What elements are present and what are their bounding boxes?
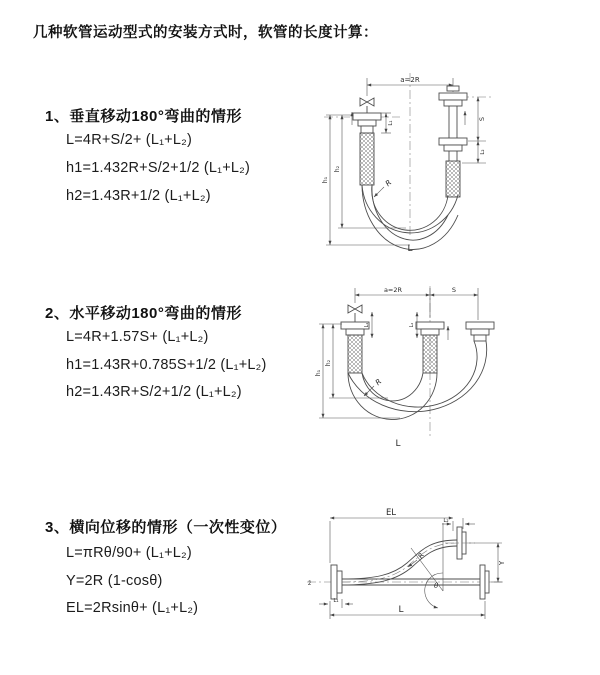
dim-fit1-label: L₁ — [333, 598, 339, 604]
formula-2-length: L=4R+1.57S+ (L₁+L₂) — [66, 329, 209, 345]
dim-h2-label: h₂ — [325, 359, 332, 367]
dim-fit1-label: L₁ — [388, 120, 394, 126]
radius-label: R — [373, 376, 384, 388]
dim-el-label: EL — [385, 508, 397, 518]
angle-label: θ — [434, 582, 439, 590]
formula-3-y: Y=2R (1-cosθ) — [66, 573, 163, 589]
braided-hose-section-left — [360, 133, 374, 185]
formula-1-h2: h2=1.43R+1/2 (L₁+L₂) — [66, 188, 211, 204]
dim-fit2-label: L₂ — [480, 149, 486, 155]
braided-hose-section-left — [348, 335, 362, 373]
formula-2-h1: h1=1.43R+0.785S+1/2 (L₁+L₂) — [66, 357, 267, 373]
datum-mark: z̄ — [308, 580, 312, 587]
radius-label: R — [383, 177, 394, 189]
length-label: L — [407, 244, 413, 254]
formula-2-h2: h2=1.43R+S/2+1/2 (L₁+L₂) — [66, 384, 242, 400]
diagram-vertical-180-bend — [300, 65, 500, 257]
length-label: L — [395, 439, 401, 449]
dim-h1-label: h₁ — [315, 369, 322, 377]
diagram-horizontal-180-bend — [300, 278, 515, 463]
valve-icon — [360, 98, 374, 106]
page-title: 几种软管运动型式的安装方式时，软管的长度计算： — [33, 25, 378, 41]
formula-3-length: L=πRθ/90+ (L₁+L₂) — [66, 545, 192, 561]
section-1-heading: 1、垂直移动180°弯曲的情形 — [45, 108, 242, 125]
length-label: L — [398, 605, 404, 615]
dim-span-label: a=2R — [400, 76, 420, 84]
hose-arc — [348, 373, 437, 420]
radius-label: R — [416, 551, 427, 561]
valve-icon — [348, 305, 362, 313]
dim-y-label: Y — [498, 560, 506, 566]
dim-span-label: a=2R — [383, 286, 403, 294]
dim-fit1-label: L₁ — [364, 322, 370, 328]
formula-1-h1: h1=1.432R+S/2+1/2 (L₁+L₂) — [66, 160, 251, 176]
diagram-lateral-displacement — [295, 503, 575, 653]
dim-stroke-label: S — [451, 286, 457, 294]
dim-fit2-label: L₂ — [409, 322, 415, 328]
dim-fit2-label: L₂ — [443, 518, 449, 524]
formula-1-length: L=4R+S/2+ (L₁+L₂) — [66, 132, 192, 148]
braided-hose-section-middle — [423, 335, 437, 373]
formula-3-el: EL=2Rsinθ+ (L₁+L₂) — [66, 600, 199, 616]
section-3-heading: 3、横向位移的情形（一次性变位） — [45, 519, 287, 536]
section-2-heading: 2、水平移动180°弯曲的情形 — [45, 305, 242, 322]
dim-h1-label: h₁ — [322, 176, 329, 184]
dim-h2-label: h₂ — [334, 165, 341, 173]
dim-stroke-label: S — [478, 116, 486, 122]
braided-hose-section-right — [446, 161, 460, 197]
